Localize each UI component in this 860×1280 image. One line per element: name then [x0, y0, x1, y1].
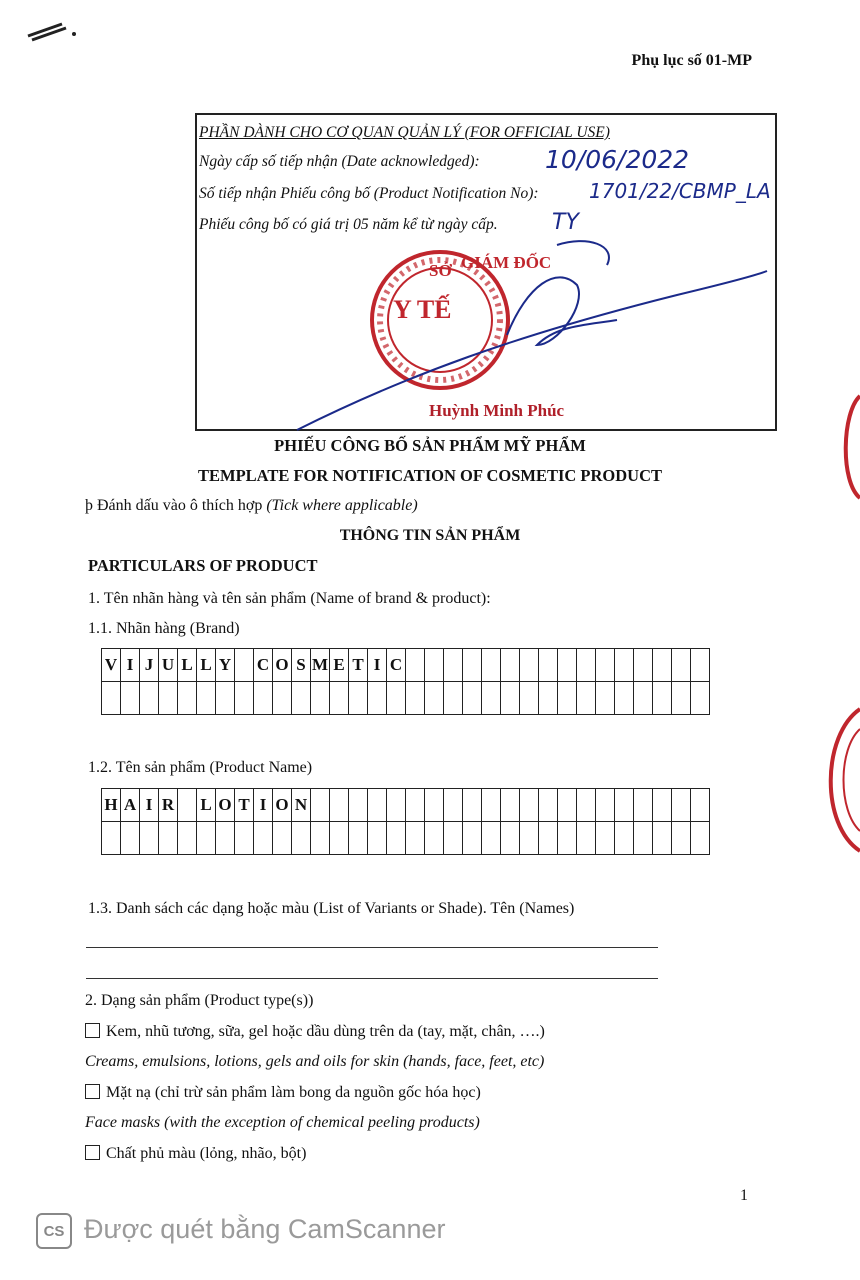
grid-cell: O — [216, 789, 235, 822]
grid-cell-empty[interactable] — [672, 822, 691, 855]
grid-cell-empty[interactable] — [596, 682, 615, 715]
grid-cell: Y — [216, 649, 235, 682]
partial-seal-right-bottom-icon — [818, 705, 860, 855]
grid-cell: M — [311, 649, 330, 682]
checkbox-face-masks[interactable] — [85, 1084, 100, 1099]
option-tinted-bases — [85, 1145, 306, 1163]
grid-cell-empty[interactable] — [520, 682, 539, 715]
grid-cell-empty[interactable] — [387, 682, 406, 715]
grid-cell: L — [197, 649, 216, 682]
grid-cell — [387, 789, 406, 822]
partial-seal-right-top-icon — [838, 392, 860, 502]
grid-cell: O — [273, 649, 292, 682]
variants-line-2 — [86, 978, 658, 979]
annex-label: Phụ lục số 01-MP — [631, 52, 752, 69]
grid-cell-empty[interactable] — [653, 682, 672, 715]
grid-cell-empty[interactable] — [406, 822, 425, 855]
grid-cell — [539, 649, 558, 682]
grid-cell — [520, 789, 539, 822]
grid-cell-empty[interactable] — [672, 682, 691, 715]
grid-cell-empty[interactable] — [311, 822, 330, 855]
checkbox-creams[interactable] — [85, 1023, 100, 1038]
grid-cell — [406, 649, 425, 682]
grid-cell-empty[interactable] — [197, 682, 216, 715]
grid-cell-empty[interactable] — [273, 682, 292, 715]
grid-cell-empty[interactable] — [634, 682, 653, 715]
grid-cell-empty[interactable] — [102, 682, 121, 715]
question-1-2: 1.2. Tên sản phẩm (Product Name) — [88, 759, 313, 776]
grid-cell-empty[interactable] — [691, 682, 710, 715]
grid-cell: H — [102, 789, 121, 822]
grid-cell: L — [178, 649, 197, 682]
grid-cell: J — [140, 649, 159, 682]
question-2: 2. Dạng sản phẩm (Product type(s)) — [85, 992, 314, 1009]
grid-cell-empty[interactable] — [254, 822, 273, 855]
grid-cell-empty[interactable] — [425, 682, 444, 715]
question-1-1: 1.1. Nhãn hàng (Brand) — [88, 620, 240, 637]
grid-cell — [463, 649, 482, 682]
grid-cell: C — [254, 649, 273, 682]
grid-cell — [653, 789, 672, 822]
grid-cell-empty[interactable] — [368, 682, 387, 715]
camscanner-logo: CS — [36, 1213, 72, 1249]
camscanner-text: Được quét bằng CamScanner — [84, 1214, 446, 1244]
grid-cell-empty[interactable] — [444, 682, 463, 715]
date-acknowledged-value: 10/06/2022 — [545, 145, 690, 174]
validity-text: Phiếu công bố có giá trị 05 năm kể từ ngày cấp. — [199, 216, 498, 233]
grid-cell — [444, 789, 463, 822]
grid-cell-empty[interactable] — [406, 682, 425, 715]
grid-cell — [444, 649, 463, 682]
grid-cell — [691, 789, 710, 822]
grid-cell-empty[interactable] — [577, 682, 596, 715]
seal-dept-line2: Y TẾ — [393, 295, 452, 324]
grid-cell-empty[interactable] — [178, 682, 197, 715]
grid-cell-empty[interactable] — [520, 822, 539, 855]
grid-cell — [634, 649, 653, 682]
option-creams-vn: Kem, nhũ tương, sữa, gel hoặc dầu dùng trên da (tay, mặt, chân, ….) — [106, 1023, 545, 1040]
notification-no-value: 1701/22/CBMP_LA — [589, 179, 771, 203]
option-creams-en: Creams, emulsions, lotions, gels and oils for skin (hands, face, feet, etc) — [85, 1053, 545, 1070]
grid-cell-empty[interactable] — [653, 822, 672, 855]
grid-cell — [349, 789, 368, 822]
grid-cell: I — [121, 649, 140, 682]
grid-cell-empty[interactable] — [501, 682, 520, 715]
grid-cell: I — [140, 789, 159, 822]
grid-cell-empty[interactable] — [463, 822, 482, 855]
tick-note — [85, 497, 418, 515]
grid-cell — [672, 789, 691, 822]
title-vn: PHIẾU CÔNG BỐ SẢN PHẨM MỸ PHẨM — [274, 436, 586, 455]
grid-cell-empty[interactable] — [558, 822, 577, 855]
grid-cell: R — [159, 789, 178, 822]
grid-cell-empty[interactable] — [577, 822, 596, 855]
grid-cell-empty[interactable] — [102, 822, 121, 855]
grid-cell-empty[interactable] — [330, 822, 349, 855]
grid-cell-empty[interactable] — [691, 822, 710, 855]
grid-cell — [634, 789, 653, 822]
grid-cell-empty[interactable] — [615, 822, 634, 855]
grid-cell — [330, 789, 349, 822]
grid-cell — [501, 649, 520, 682]
grid-cell: U — [159, 649, 178, 682]
signer-name: Huỳnh Minh Phúc — [429, 401, 565, 420]
grid-cell-empty[interactable] — [349, 682, 368, 715]
variants-line-1 — [86, 947, 658, 948]
grid-cell-empty[interactable] — [235, 822, 254, 855]
grid-cell — [577, 649, 596, 682]
grid-cell-empty[interactable] — [425, 822, 444, 855]
grid-cell-empty[interactable] — [178, 822, 197, 855]
date-acknowledged-label: Ngày cấp số tiếp nhận (Date acknowledged): — [199, 153, 480, 170]
grid-cell — [178, 789, 197, 822]
grid-cell — [425, 649, 444, 682]
approval-initials: TY — [552, 210, 579, 235]
page-number: 1 — [740, 1187, 748, 1204]
grid-cell — [539, 789, 558, 822]
question-1: 1. Tên nhãn hàng và tên sản phẩm (Name of brand & product): — [88, 590, 491, 607]
grid-cell — [482, 649, 501, 682]
grid-cell — [577, 789, 596, 822]
grid-cell-empty[interactable] — [615, 682, 634, 715]
grid-row — [102, 649, 710, 682]
scan-mark-icon — [22, 14, 82, 44]
grid-cell: S — [292, 649, 311, 682]
grid-cell-empty[interactable] — [368, 822, 387, 855]
grid-cell-empty[interactable] — [634, 822, 653, 855]
grid-cell — [558, 649, 577, 682]
grid-row — [102, 789, 710, 822]
grid-cell: A — [121, 789, 140, 822]
grid-row — [102, 682, 710, 715]
grid-cell: C — [387, 649, 406, 682]
option-tinted-bases-vn: Chất phủ màu (lỏng, nhão, bột) — [106, 1145, 307, 1162]
grid-cell-empty[interactable] — [159, 682, 178, 715]
grid-cell — [653, 649, 672, 682]
grid-cell: N — [292, 789, 311, 822]
grid-cell — [463, 789, 482, 822]
grid-cell-empty[interactable] — [539, 822, 558, 855]
seal-dept-line1: SỞ — [429, 261, 452, 280]
title-en: TEMPLATE FOR NOTIFICATION OF COSMETIC PRODUCT — [197, 466, 662, 485]
tick-note-vn: Đánh dấu vào ô thích hợp — [97, 497, 263, 514]
grid-cell — [520, 649, 539, 682]
grid-cell-empty[interactable] — [482, 822, 501, 855]
grid-cell — [615, 789, 634, 822]
grid-cell-empty[interactable] — [235, 682, 254, 715]
grid-cell-empty[interactable] — [501, 822, 520, 855]
grid-cell-empty[interactable] — [463, 682, 482, 715]
grid-cell: T — [235, 789, 254, 822]
grid-cell — [368, 789, 387, 822]
grid-cell-empty[interactable] — [539, 682, 558, 715]
director-title: GIÁM ĐỐC — [461, 253, 552, 272]
option-face-masks — [85, 1084, 481, 1102]
grid-cell — [425, 789, 444, 822]
question-1-3: 1.3. Danh sách các dạng hoặc màu (List of Variants or Shade). Tên (Names) — [88, 900, 575, 917]
grid-cell — [311, 789, 330, 822]
tick-glyph: þ — [85, 497, 93, 514]
section-title-vn: THÔNG TIN SẢN PHẨM — [339, 527, 521, 544]
brand-grid — [101, 648, 710, 715]
grid-cell: O — [273, 789, 292, 822]
camscanner-footer — [36, 1211, 496, 1251]
grid-cell — [615, 649, 634, 682]
grid-cell-empty[interactable] — [254, 682, 273, 715]
notification-no-label: Số tiếp nhận Phiếu công bố (Product Notification No): — [199, 185, 539, 202]
grid-cell-empty[interactable] — [596, 822, 615, 855]
grid-cell-empty[interactable] — [273, 822, 292, 855]
grid-cell-empty[interactable] — [121, 822, 140, 855]
grid-cell — [558, 789, 577, 822]
grid-cell-empty[interactable] — [159, 822, 178, 855]
grid-cell-empty[interactable] — [330, 682, 349, 715]
official-use-box — [195, 113, 777, 431]
grid-cell — [501, 789, 520, 822]
grid-cell-empty[interactable] — [216, 682, 235, 715]
grid-cell-empty[interactable] — [292, 682, 311, 715]
grid-cell-empty[interactable] — [311, 682, 330, 715]
grid-cell — [691, 649, 710, 682]
grid-cell — [596, 649, 615, 682]
grid-cell-empty[interactable] — [292, 822, 311, 855]
grid-cell-empty[interactable] — [140, 822, 159, 855]
grid-cell: V — [102, 649, 121, 682]
grid-cell — [406, 789, 425, 822]
grid-cell — [235, 649, 254, 682]
grid-row — [102, 822, 710, 855]
grid-cell-empty[interactable] — [121, 682, 140, 715]
grid-cell-empty[interactable] — [349, 822, 368, 855]
grid-cell-empty[interactable] — [482, 682, 501, 715]
grid-cell — [596, 789, 615, 822]
product-name-grid — [101, 788, 710, 855]
tick-note-en: (Tick where applicable) — [266, 497, 418, 514]
grid-cell — [672, 649, 691, 682]
grid-cell: L — [197, 789, 216, 822]
grid-cell-empty[interactable] — [197, 822, 216, 855]
grid-cell: I — [254, 789, 273, 822]
grid-cell: E — [330, 649, 349, 682]
option-face-masks-vn: Mặt nạ (chỉ trừ sản phẩm làm bong da nguồn gốc hóa học) — [106, 1084, 481, 1101]
grid-cell-empty[interactable] — [558, 682, 577, 715]
section-title-en: PARTICULARS OF PRODUCT — [88, 556, 318, 575]
option-face-masks-en: Face masks (with the exception of chemical peeling products) — [85, 1114, 480, 1131]
grid-cell — [482, 789, 501, 822]
option-creams — [85, 1023, 545, 1041]
grid-cell-empty[interactable] — [140, 682, 159, 715]
grid-cell: I — [368, 649, 387, 682]
grid-cell-empty[interactable] — [444, 822, 463, 855]
checkbox-tinted-bases[interactable] — [85, 1145, 100, 1160]
grid-cell-empty[interactable] — [387, 822, 406, 855]
grid-cell-empty[interactable] — [216, 822, 235, 855]
official-title: PHẦN DÀNH CHO CƠ QUAN QUẢN LÝ (FOR OFFICIAL USE) — [199, 124, 610, 141]
grid-cell: T — [349, 649, 368, 682]
